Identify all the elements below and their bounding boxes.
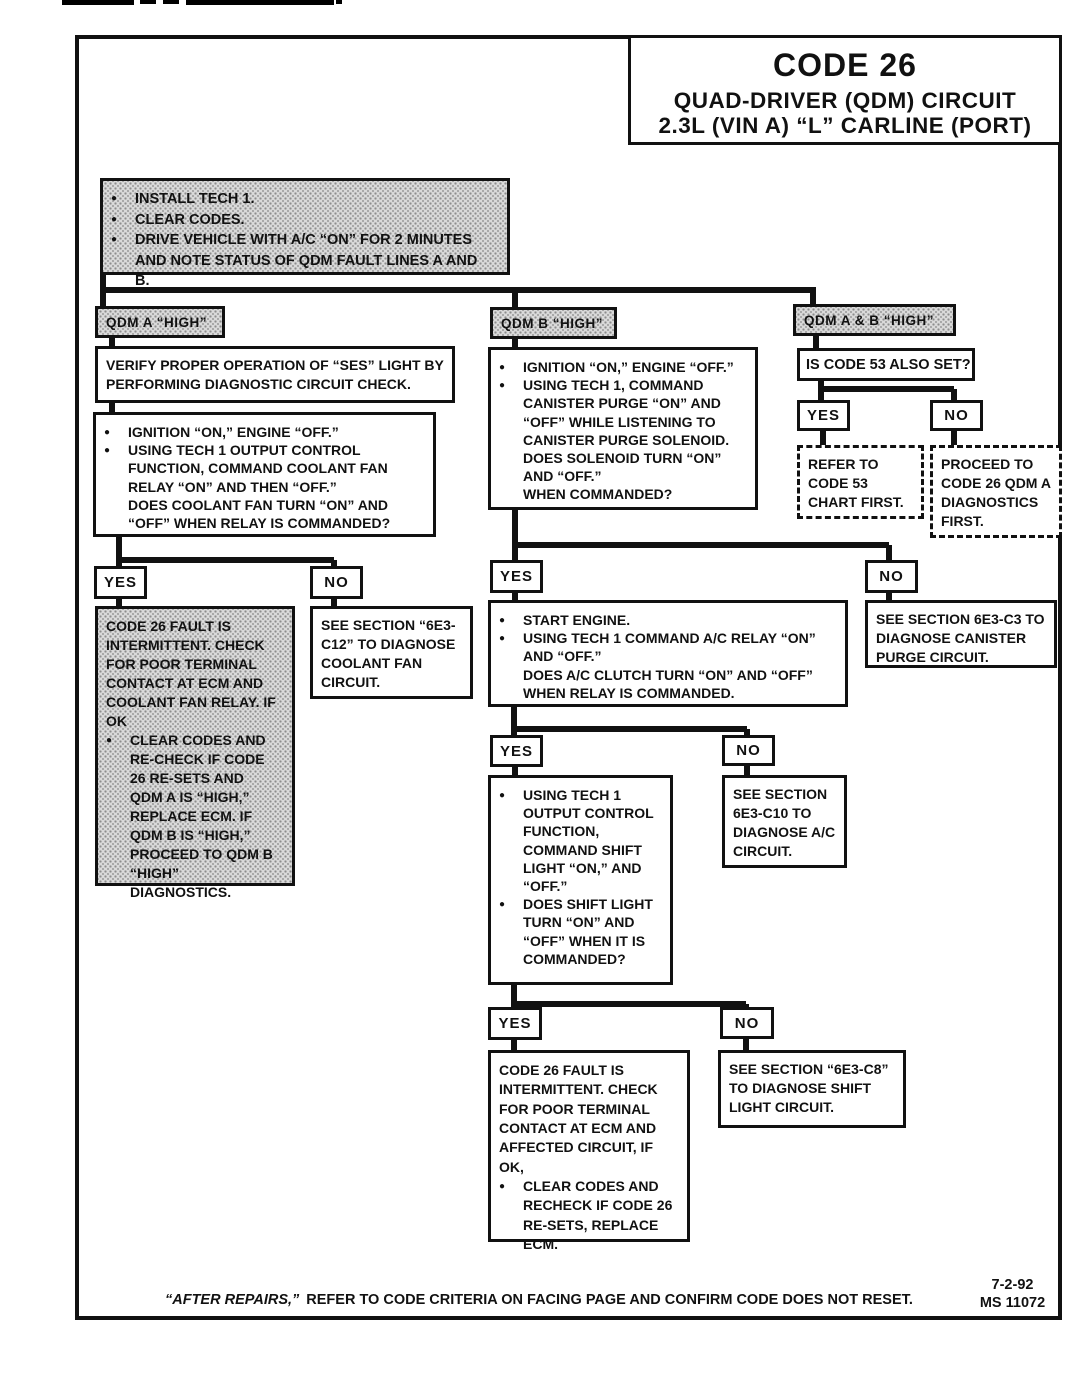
list-item: ● INSTALL TECH 1. xyxy=(111,191,255,207)
ac-relay-test-box xyxy=(488,600,848,707)
footer-doc-block xyxy=(960,1276,1065,1312)
footer-date: 7-2-92 xyxy=(991,1277,1034,1293)
qdm-b-no3-label: NO xyxy=(720,1007,774,1039)
qdm-b-no2-label: NO xyxy=(722,735,775,766)
list-item: DOES SOLENOID TURN “ON” AND “OFF.” xyxy=(523,449,722,485)
list-item: ● IGNITION “ON,” ENGINE “OFF.” xyxy=(499,359,734,375)
list-item: DOES COOLANT FAN TURN “ON” AND “OFF” WHEN RELAY IS COMMANDED? xyxy=(128,496,391,531)
list-item: ● CLEAR CODES. xyxy=(111,211,245,228)
scan-artifact-bar xyxy=(186,0,334,5)
list-item: DOES A/C CLUTCH TURN “ON” AND “OFF” WHEN RELAY IS COMMANDED. xyxy=(523,666,813,701)
list-item: ● USING TECH 1 OUTPUT CONTROL FUNCTION, COMMAND COOLANT FAN RELAY “ON” AND THEN “OFF.” xyxy=(104,442,388,495)
scan-artifact-bar xyxy=(336,0,342,4)
qdm-b-yes2-label: YES xyxy=(490,735,543,767)
list-item: CODE 26 FAULT IS INTERMITTENT. CHECK FOR POOR TERMINAL CONTACT AT ECM AND COOLANT FAN RELAY. IF OK xyxy=(106,618,276,730)
list-item: ● USING TECH 1, COMMAND CANISTER PURGE “ON” AND “OFF” WHILE LISTENING TO CANISTER PURGE SOLENOID. xyxy=(499,377,730,448)
footer-note-lead: “AFTER REPAIRS,” xyxy=(165,1292,300,1308)
qdm-b-yes1-label: YES xyxy=(490,560,543,593)
shift-light-circuit-ref-box: SEE SECTION “6E3-C8” TO DIAGNOSE SHIFT LIGHT CIRCUIT. xyxy=(718,1050,906,1128)
qdm-a-intermittent-box xyxy=(95,606,295,901)
list-item: WHEN COMMANDED? xyxy=(523,486,673,503)
qdm-a-header: QDM A “HIGH” xyxy=(95,306,225,338)
footer-note-text: REFER TO CODE CRITERIA ON FACING PAGE AND CONFIRM CODE DOES NOT RESET. xyxy=(306,1292,913,1308)
footer-doc-number: MS 11072 xyxy=(979,1295,1046,1312)
shift-light-test-box xyxy=(488,775,673,985)
coolant-fan-test-box xyxy=(93,412,436,537)
code53-question-box: IS CODE 53 ALSO SET? xyxy=(797,348,975,381)
qdm-b-intermittent-box xyxy=(488,1050,690,1252)
qdm-a-no-label: NO xyxy=(310,566,363,599)
qdm-b-yes3-label: YES xyxy=(488,1007,542,1040)
scan-artifact-bar xyxy=(163,0,179,4)
qdm-ab-header: QDM A & B “HIGH” xyxy=(793,304,956,336)
qdm-b-header: QDM B “HIGH” xyxy=(490,307,617,339)
code53-chart-ref-box: REFER TO CODE 53 CHART FIRST. xyxy=(797,445,924,519)
qdm-a-yes-label: YES xyxy=(94,566,147,599)
start-instructions-box xyxy=(100,178,510,290)
verify-ses-box: VERIFY PROPER OPERATION OF “SES” LIGHT BY PERFORMING DIAGNOSTIC CIRCUIT CHECK. xyxy=(95,346,455,403)
list-item: ● DOES SHIFT LIGHT TURN “ON” AND “OFF” WHEN IT IS COMMANDED? xyxy=(499,896,653,967)
list-item: ● DRIVE VEHICLE WITH A/C “ON” FOR 2 MINUTES xyxy=(111,232,473,249)
canister-purge-circuit-ref-box: SEE SECTION 6E3-C3 TO DIAGNOSE CANISTER PURGE CIRCUIT. xyxy=(865,600,1057,668)
list-item: ● CLEAR CODES AND RE-CHECK IF CODE 26 RE-SETS AND QDM A IS “HIGH,” REPLACE ECM. IF QDM B IS “HIGH,” PROCEED TO QDM B “HIGH” DIAGNOSTICS. xyxy=(106,732,273,901)
title-box xyxy=(628,35,1062,145)
list-item: ● START ENGINE. xyxy=(499,612,631,628)
canister-purge-test-box xyxy=(488,347,758,510)
qdm-ab-no-label: NO xyxy=(930,400,983,431)
list-item: CODE 26 FAULT IS INTERMITTENT. CHECK FOR POOR TERMINAL CONTACT AT ECM AND AFFECTED CIRCUIT, IF OK, xyxy=(499,1062,658,1175)
qdm-b-no1-label: NO xyxy=(865,560,918,593)
list-item: ● CLEAR CODES AND RECHECK IF CODE 26 RE-SETS, REPLACE ECM. xyxy=(499,1177,673,1252)
ac-circuit-ref-box: SEE SECTION 6E3-C10 TO DIAGNOSE A/C CIRCUIT. xyxy=(722,775,847,868)
coolant-fan-circuit-ref-box: SEE SECTION “6E3-C12” TO DIAGNOSE COOLANT FAN CIRCUIT. xyxy=(310,606,473,699)
list-item: ● USING TECH 1 COMMAND A/C RELAY “ON” AND “OFF.” xyxy=(499,630,816,665)
title-subtitle-line1: QUAD-DRIVER (QDM) CIRCUIT xyxy=(673,88,1017,113)
page-title: CODE 26 xyxy=(773,47,917,83)
list-item: AND NOTE STATUS OF QDM FAULT LINES A AND B. xyxy=(135,252,478,290)
footer-note xyxy=(165,1292,913,1308)
scan-artifact-bar xyxy=(62,0,134,5)
list-item: ● IGNITION “ON,” ENGINE “OFF.” xyxy=(104,424,339,440)
qdm-ab-yes-label: YES xyxy=(797,400,850,431)
list-item: ● USING TECH 1 OUTPUT CONTROL FUNCTION, COMMAND SHIFT LIGHT “ON,” AND “OFF.” xyxy=(499,787,654,894)
scan-artifact-bar xyxy=(140,0,156,4)
qdm-a-diagnostics-ref-box: PROCEED TO CODE 26 QDM A DIAGNOSTICS FIRST. xyxy=(930,445,1062,538)
title-subtitle-line2: 2.3L (VIN A) “L” CARLINE (PORT) xyxy=(658,113,1032,139)
